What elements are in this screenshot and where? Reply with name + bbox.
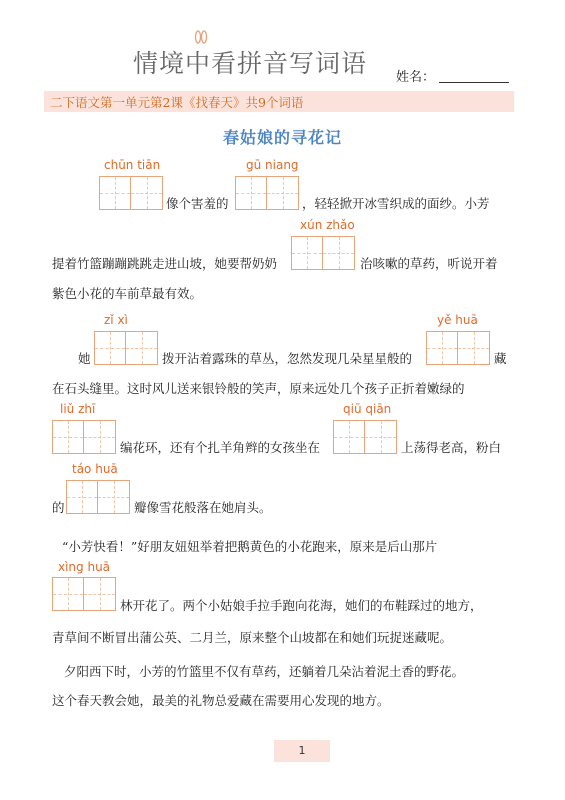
text-line-7a: 的 bbox=[52, 500, 65, 515]
tianzige-yehua[interactable] bbox=[426, 331, 490, 365]
text-line-6a: 编花环，还有个扎羊角辫的女孩坐在 bbox=[120, 440, 321, 455]
page-number: 1 bbox=[274, 740, 330, 762]
text-line-6b: 上荡得老高，粉白 bbox=[401, 440, 502, 455]
bunny-ears-icon bbox=[193, 30, 209, 44]
pinyin-zixi: zǐ xì bbox=[104, 313, 128, 327]
tianzige-xinghua[interactable] bbox=[52, 577, 116, 611]
tianzige-chuntian[interactable] bbox=[99, 176, 163, 210]
text-line-3: 紫色小花的车前草最有效。 bbox=[52, 286, 203, 301]
pinyin-taohua: táo huā bbox=[72, 462, 118, 476]
tianzige-taohua[interactable] bbox=[66, 480, 130, 514]
text-line-10: 青草间不断冒出蒲公英、二月兰，原来整个山坡都在和她们玩捉迷藏呢。 bbox=[52, 630, 453, 645]
tianzige-qiuqian[interactable] bbox=[333, 420, 397, 454]
pinyin-guniang: gū niang bbox=[246, 158, 299, 172]
pinyin-xunzhao: xún zhǎo bbox=[300, 218, 355, 232]
text-line-1a: 像个害羞的 bbox=[166, 196, 229, 211]
text-line-11: 夕阳西下时，小芳的竹篮里不仅有草药，还躺着几朵沾着泥土香的野花。 bbox=[64, 664, 465, 679]
text-line-8: “小芳快看！”好朋友妞妞举着把鹅黄色的小花跑来，原来是后山那片 bbox=[62, 539, 438, 554]
text-line-4a: 她 bbox=[78, 351, 91, 366]
pinyin-chuntian: chūn tiān bbox=[104, 158, 161, 172]
lesson-info: 二下语文第一单元第2课《找春天》共9个词语 bbox=[50, 95, 304, 110]
text-line-2b: 治咳嗽的草药，听说开着 bbox=[360, 256, 498, 271]
text-line-4c: 藏 bbox=[494, 351, 507, 366]
pinyin-qiuqian: qiū qiān bbox=[343, 402, 392, 416]
pinyin-yehua: yě huā bbox=[437, 313, 478, 327]
name-field bbox=[396, 66, 509, 85]
text-line-1b: ，轻轻掀开冰雪织成的面纱。小芳 bbox=[302, 196, 490, 211]
title-part-3: 看拼音写词语 bbox=[211, 49, 368, 78]
tianzige-zixi[interactable] bbox=[94, 331, 158, 365]
tianzige-guniang[interactable] bbox=[235, 176, 299, 210]
text-line-7b: 瓣像雪花般落在她肩头。 bbox=[134, 500, 272, 515]
text-line-12: 这个春天教会她，最美的礼物总爱藏在需要用心发现的地方。 bbox=[52, 693, 390, 708]
pinyin-liuzhi: liǔ zhī bbox=[60, 402, 96, 416]
pinyin-xinghua: xìng huā bbox=[58, 560, 111, 574]
story-title: 春姑娘的寻花记 bbox=[222, 128, 342, 147]
text-line-5: 在石头缝里。这时风儿送来银铃般的笑声，原来远处几个孩子正折着嫩绿的 bbox=[52, 381, 465, 396]
worksheet-title bbox=[133, 44, 367, 80]
text-line-9: 林开花了。两个小姑娘手拉手跑向花海，她们的布鞋踩过的地方， bbox=[120, 598, 483, 613]
tianzige-xunzhao[interactable] bbox=[291, 236, 355, 270]
title-part-2: 中 bbox=[185, 44, 211, 80]
text-line-4b: 拨开沾着露珠的草丛，忽然发现几朵星星般的 bbox=[162, 351, 413, 366]
name-label: 姓名： bbox=[396, 70, 436, 85]
name-blank-line[interactable] bbox=[439, 82, 509, 83]
text-line-2a: 提着竹篮蹦蹦跳跳走进山坡，她要帮奶奶 bbox=[52, 256, 278, 271]
tianzige-liuzhi[interactable] bbox=[52, 420, 116, 454]
title-part-1: 情境 bbox=[133, 49, 186, 78]
